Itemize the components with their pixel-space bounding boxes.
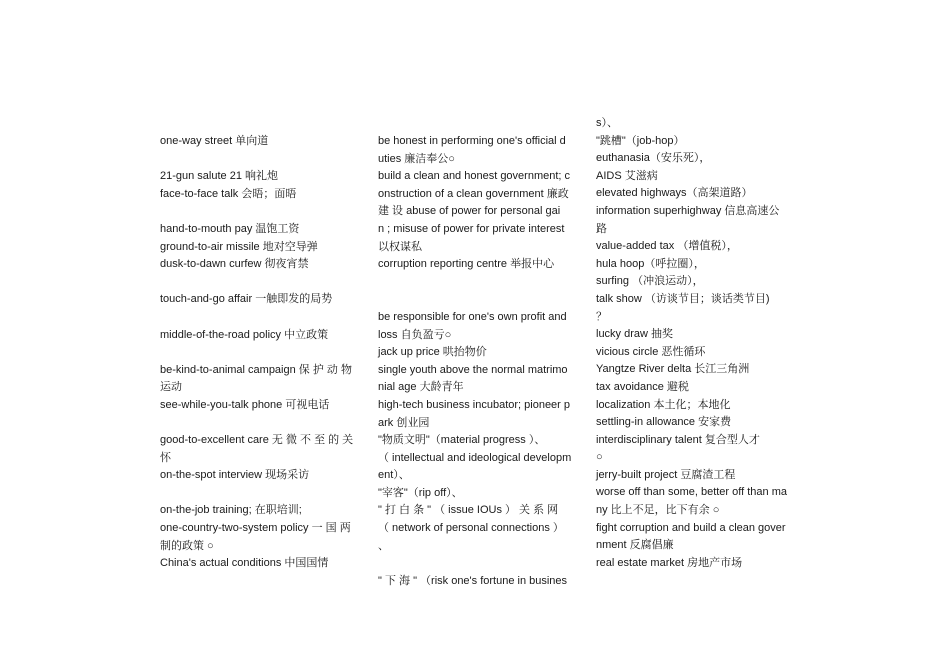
text-line: ？ [596,310,607,323]
text-line: " 打 白 条 " （ issue IOUs ） 关 系 网 [378,504,559,517]
text-line: 建 设 abuse of power for personal gai [378,205,561,218]
text-line: single youth above the normal matrimo [378,363,568,376]
text-line: localization 本土化；本地化 [596,398,731,411]
text-column-1 [160,133,356,573]
text-line [160,203,356,221]
text-line: uties 廉洁奉公○ [378,152,455,165]
text-column-2 [378,133,574,590]
text-line: surfing （冲浪运动）， [596,275,704,288]
text-line [378,274,574,292]
text-line: s）、 [596,117,618,129]
text-line: one-way street 单向道 [160,135,269,147]
text-line [378,555,574,573]
text-column-3 [596,115,792,572]
text-line: see-while-you-talk phone 可视电话 [160,398,330,411]
text-line: loss 自负盈亏○ [378,328,452,341]
text-line: lucky draw 抽奖 [596,328,674,341]
text-line: face-to-face talk 会晤；面晤 [160,187,297,200]
text-line: dusk-to-dawn curfew 彻夜宵禁 [160,258,309,271]
text-line [160,309,356,327]
text-line: tax avoidance 避税 [596,380,689,393]
text-line [378,291,574,309]
text-line: middle-of-the-road policy 中立政策 [160,328,329,341]
text-line: hand-to-mouth pay 温饱工资 [160,222,300,235]
text-line: vicious circle 恶性循环 [596,345,706,358]
text-line: euthanasia（安乐死）， [596,152,711,165]
text-line: be-kind-to-animal campaign 保 护 动 物 [160,363,352,376]
text-line: nment 反腐倡廉 [596,539,674,552]
text-line: 以权谋私 [378,240,422,253]
text-line: elevated highways（高架道路） [596,187,753,200]
text-line: （ intellectual and ideological developm [378,451,572,464]
text-line: hula hoop（呼拉圈）， [596,257,705,270]
text-line: be honest in performing one's official d [378,135,566,147]
text-line: fight corruption and build a clean gover [596,521,786,534]
text-line: worse off than some, better off than ma [596,486,787,499]
text-line [160,485,356,503]
text-line: AIDS 艾滋病 [596,169,658,182]
text-line: one-country-two-system policy 一 国 两 [160,522,351,535]
text-line: Yangtze River delta 长江三角洲 [596,363,750,376]
text-line: high-tech business incubator; pioneer p [378,398,571,411]
text-line: onstruction of a clean government 廉政 [378,187,569,200]
text-line: ark 创业园 [378,416,430,429]
text-line: interdisciplinary talent 复合型人才 [596,433,760,446]
text-line: jerry-built project 豆腐渣工程 [596,468,736,481]
text-line: 路 [596,222,607,235]
text-line: " 下 海 " （risk one's fortune in busines [378,574,568,587]
text-line: 、 [378,539,389,552]
text-line: settling-in allowance 安家费 [596,416,732,429]
text-line: information superhighway 信息高速公 [596,204,780,217]
text-line [160,344,356,362]
text-line: on-the-spot interview 现场采访 [160,469,310,482]
text-line: value-added tax （增值税）， [596,240,738,253]
text-line: real estate market 房地产市场 [596,556,743,569]
text-line: ground-to-air missile 地对空导弹 [160,240,318,253]
text-line: build a clean and honest government; c [378,170,571,183]
text-line: "物质文明"（material progress ）、 [378,434,546,447]
text-line: jack up price 哄抬物价 [378,346,487,359]
text-line: ent）、 [378,469,410,482]
text-line: nial age 大龄青年 [378,381,464,394]
text-line: talk show （访谈节目；谈话类节目) [596,292,770,305]
text-line: "跳槽"（job-hop） [596,134,685,147]
text-line: 运动 [160,381,182,394]
text-line: 怀 [160,451,171,464]
text-line: "宰客"（rip off）、 [378,486,463,499]
text-line: good-to-excellent care 无 微 不 至 的 关 [160,434,354,447]
text-line: ○ [596,451,603,464]
text-line [160,274,356,292]
text-line: be responsible for one's own profit and [378,310,567,323]
text-line [160,415,356,433]
text-line: 制的政策 ○ [160,539,214,552]
text-line: on-the-job training; 在职培训; [160,504,302,517]
text-line: ny 比上不足，比下有余 ○ [596,504,720,517]
text-line: 21-gun salute 21 响礼炮 [160,170,279,183]
text-line: （ network of personal connections ） [378,522,564,535]
text-line: n ; misuse of power for private interest [378,222,565,235]
text-line: touch-and-go affair 一触即发的局势 [160,293,333,306]
text-line: China's actual conditions 中国国情 [160,557,329,570]
text-line: corruption reporting centre 举报中心 [378,258,555,271]
text-line [160,151,356,169]
